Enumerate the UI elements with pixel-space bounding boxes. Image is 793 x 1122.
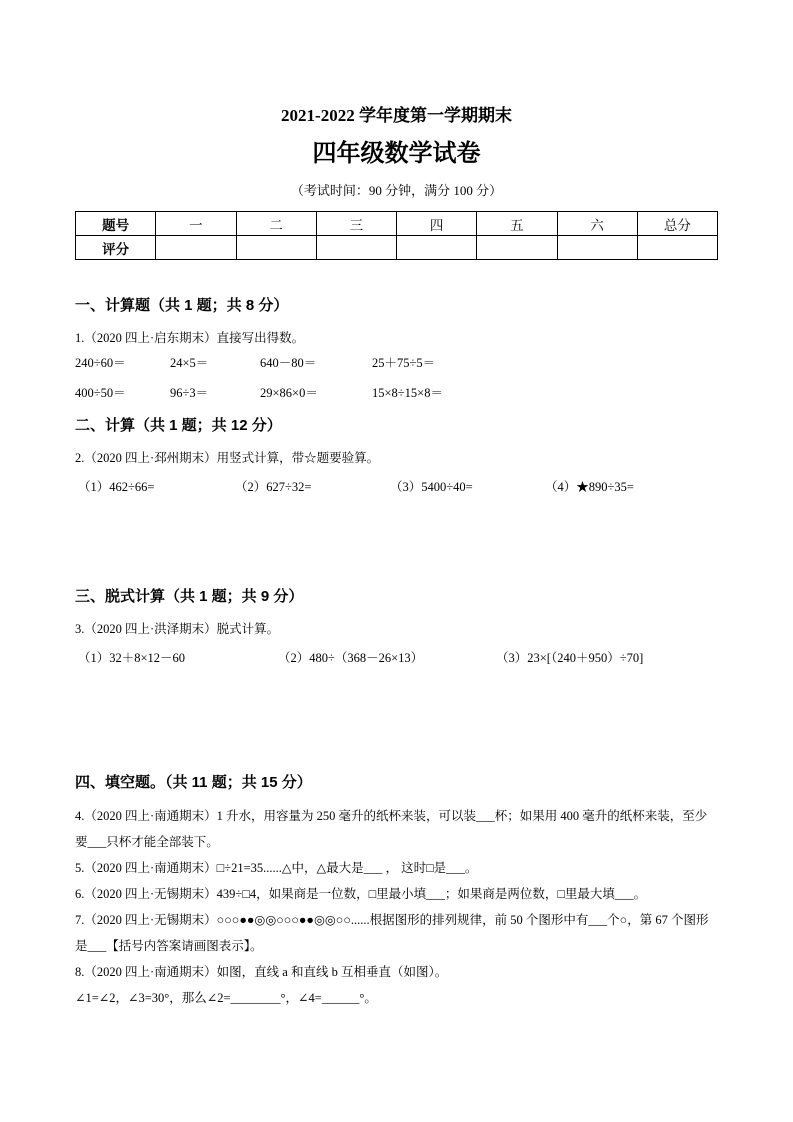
question8-text-line1: 8.（2020 四上·南通期末）如图，直线 a 和直线 b 互相垂直（如图）。 <box>75 965 448 979</box>
score-table-cell-4: 四 <box>397 212 477 236</box>
sub-question: （3）5400÷40= <box>390 480 473 494</box>
exam-title: 四年级数学试卷 <box>312 141 481 167</box>
score-table-header-row <box>76 212 718 236</box>
question3-prompt: 3.（2020 四上·洪泽期末）脱式计算。 <box>75 622 280 636</box>
score-table-cell-label: 题号 <box>76 212 156 236</box>
sub-question: （1）462÷66= <box>78 480 155 494</box>
score-empty-cell <box>316 236 396 260</box>
question4-text: 4.（2020 四上·南通期末）1 升水，用容量为 250 毫升的纸杯来装，可以装___杯；如果用 400 毫升的纸杯来装，至少要___只杯才能全部装下。 <box>75 809 708 849</box>
equation: 96÷3＝ <box>170 386 209 400</box>
equation: 640－80＝ <box>260 356 317 370</box>
score-table-cell-2: 二 <box>236 212 316 236</box>
question5-text: 5.（2020 四上·南通期末）□÷21=35......△中，△最大是___ ， 这时□是___。 <box>75 861 478 875</box>
section4-heading: 四、填空题。（共 11 题；共 15 分） <box>75 774 312 791</box>
question2-prompt: 2.（2020 四上·邳州期末）用竖式计算，带☆题要验算。 <box>75 451 380 465</box>
equation: 24×5＝ <box>170 356 209 370</box>
work-space <box>75 497 718 587</box>
score-table-cell-6: 六 <box>557 212 637 236</box>
score-empty-cell <box>156 236 236 260</box>
sub-question: （2）480÷（368－26×13） <box>278 651 424 665</box>
score-empty-cell <box>637 236 717 260</box>
question8-text-line2: ∠1=∠2，∠3=30°，那么∠2=________°，∠4=______°。 <box>75 991 377 1005</box>
score-empty-cell <box>397 236 477 260</box>
equation: 29×86×0＝ <box>260 386 318 400</box>
work-space <box>75 668 718 773</box>
score-table-score-row <box>76 236 718 260</box>
score-empty-cell <box>557 236 637 260</box>
section2-heading: 二、计算（共 1 题；共 12 分） <box>75 417 282 434</box>
score-table-cell-total: 总分 <box>637 212 717 236</box>
score-empty-cell <box>236 236 316 260</box>
question6-text: 6.（2020 四上·无锡期末）439÷□4，如果商是一位数，□里最小填___；如果商是两位数，□里最大填___。 <box>75 887 647 901</box>
score-table-cell-1: 一 <box>156 212 236 236</box>
question1-prompt: 1.（2020 四上·启东期末）直接写出得数。 <box>75 331 305 345</box>
page-content <box>75 211 718 1011</box>
score-table <box>75 211 718 260</box>
score-table-cell-5: 五 <box>477 212 557 236</box>
section3-heading: 三、脱式计算（共 1 题；共 9 分） <box>75 588 304 605</box>
sub-question: （2）627÷32= <box>235 480 312 494</box>
exam-term-line: 2021-2022 学年度第一学期期末 <box>281 106 512 125</box>
sub-question: （3）23×[（240＋950）÷70] <box>496 651 644 665</box>
equation: 25＋75÷5＝ <box>372 356 436 370</box>
question3-items <box>75 648 718 668</box>
score-table-cell-3: 三 <box>316 212 396 236</box>
equation: 15×8÷15×8＝ <box>372 386 443 400</box>
sub-question: （1）32＋8×12－60 <box>78 651 186 665</box>
question1-equations-row2 <box>75 379 718 407</box>
question2-items <box>75 477 718 497</box>
score-row-label: 评分 <box>76 236 156 260</box>
exam-info-line: （考试时间：90 分钟，满分 100 分） <box>290 183 503 198</box>
equation: 400÷50＝ <box>75 386 126 400</box>
fill-in-questions <box>75 803 718 1011</box>
question7-text: 7.（2020 四上·无锡期末）○○○●●◎◎○○○●●◎◎○○......根据图形的排列规律，前 50 个图形中有___个○，第 67 个图形是___【括号内答案请画图表示】。 <box>75 913 709 953</box>
score-empty-cell <box>477 236 557 260</box>
equation: 240÷60＝ <box>75 356 126 370</box>
section1-heading: 一、计算题（共 1 题；共 8 分） <box>75 297 289 314</box>
sub-question: （4）★890÷35= <box>545 480 634 494</box>
question1-equations-row1 <box>75 349 718 377</box>
